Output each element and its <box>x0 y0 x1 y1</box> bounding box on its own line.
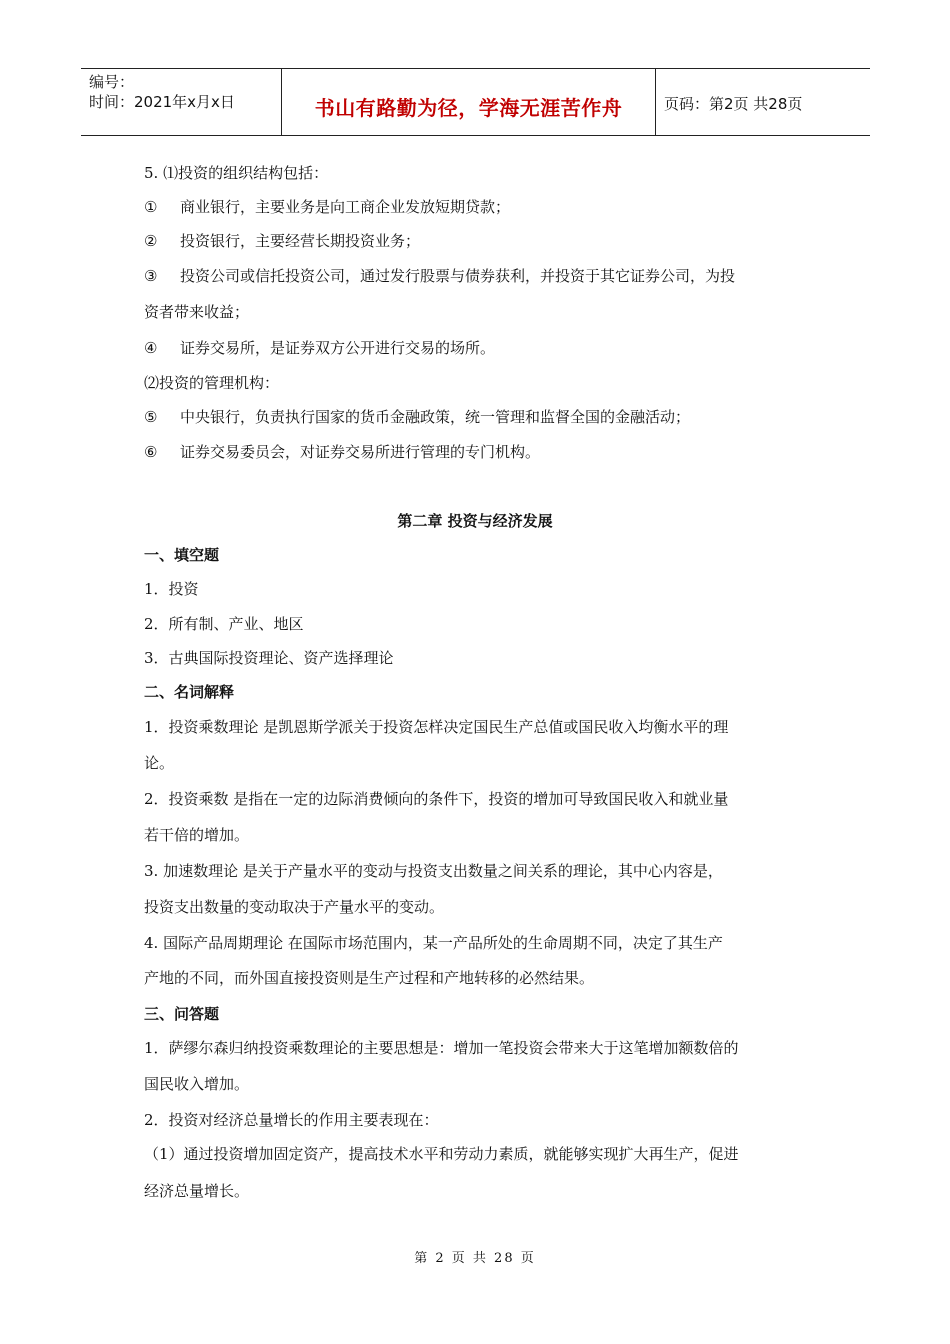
page-footer: 第 2 页 共 28 页 <box>414 1251 536 1266</box>
list-number: ⑤ <box>144 408 158 426</box>
list-text: 中央银行，负责执行国家的货币金融政策，统一管理和监督全国的金融活动； <box>180 408 691 426</box>
section-heading: 一、填空题 <box>144 546 220 564</box>
header-divider <box>281 68 282 136</box>
section-subheading: ⑵投资的管理机构： <box>144 374 280 392</box>
list-item-continuation <box>144 302 249 322</box>
answer-line: 2．所有制、产业、地区 <box>144 615 304 633</box>
list-item <box>144 197 510 217</box>
list-item <box>144 338 495 358</box>
paragraph-line: 4. 国际产品周期理论 在国际市场范围内，某一产品所处的生命周期不同，决定了其生产 <box>144 934 723 952</box>
list-number: ② <box>144 232 158 250</box>
paragraph-line: （1）通过投资增加固定资产，提高技术水平和劳动力素质，就能够实现扩大再生产，促进 <box>144 1145 739 1163</box>
list-item <box>144 231 420 251</box>
list-number: ④ <box>144 339 158 357</box>
section-heading: 三、问答题 <box>144 1005 220 1023</box>
section-heading: 二、名词解释 <box>144 683 235 701</box>
header-page-number: 页码：第2页 共28页 <box>664 95 803 113</box>
list-number: ⑥ <box>144 443 158 461</box>
header-top-rule <box>81 68 870 69</box>
paragraph-line: 国民收入增加。 <box>144 1075 250 1093</box>
paragraph-line: 3. 加速数理论 是关于产量水平的变动与投资支出数量之间关系的理论，其中心内容是， <box>144 862 723 880</box>
header-bottom-rule <box>81 135 870 136</box>
list-item <box>144 442 540 462</box>
paragraph-line: 2．投资乘数 是指在一定的边际消费倾向的条件下，投资的增加可导致国民收入和就业量 <box>144 790 729 808</box>
answer-line: 1．投资 <box>144 580 199 598</box>
list-item <box>144 407 690 427</box>
header-motto: 书山有路勤为径，学海无涯苦作舟 <box>314 96 623 120</box>
list-text: 商业银行，主要业务是向工商企业发放短期贷款； <box>180 198 511 216</box>
doc-time-label: 时间：2021年x月x日 <box>89 93 235 111</box>
list-text: 证券交易所，是证券双方公开进行交易的场所。 <box>180 339 496 357</box>
list-number: ① <box>144 198 158 216</box>
answer-line: 3．古典国际投资理论、资产选择理论 <box>144 649 394 667</box>
section-intro: 5. ⑴投资的组织结构包括： <box>144 164 329 182</box>
list-number: ③ <box>144 267 158 285</box>
header-divider <box>655 68 656 136</box>
header-meta <box>89 72 235 112</box>
list-text: 证券交易委员会，对证券交易所进行管理的专门机构。 <box>180 443 541 461</box>
doc-code-label: 编号： <box>89 73 135 91</box>
list-text: 资者带来收益； <box>144 303 250 321</box>
paragraph-line: 论。 <box>144 754 175 772</box>
paragraph-line: 经济总量增长。 <box>144 1182 250 1200</box>
paragraph-line: 1．投资乘数理论 是凯恩斯学派关于投资怎样决定国民生产总值或国民收入均衡水平的理 <box>144 718 729 736</box>
list-text: 投资公司或信托投资公司，通过发行股票与债券获利，并投资于其它证券公司，为投 <box>180 267 736 285</box>
paragraph-line: 产地的不同，而外国直接投资则是生产过程和产地转移的必然结果。 <box>144 969 595 987</box>
chapter-title: 第二章 投资与经济发展 <box>397 512 553 530</box>
paragraph-line: 1．萨缪尔森归纳投资乘数理论的主要思想是：增加一笔投资会带来大于这笔增加额数倍的 <box>144 1039 739 1057</box>
list-text: 投资银行，主要经营长期投资业务； <box>180 232 421 250</box>
paragraph-line: 投资支出数量的变动取决于产量水平的变动。 <box>144 898 445 916</box>
list-item <box>144 266 735 286</box>
paragraph-line: 2．投资对经济总量增长的作用主要表现在： <box>144 1111 439 1129</box>
paragraph-line: 若干倍的增加。 <box>144 826 250 844</box>
